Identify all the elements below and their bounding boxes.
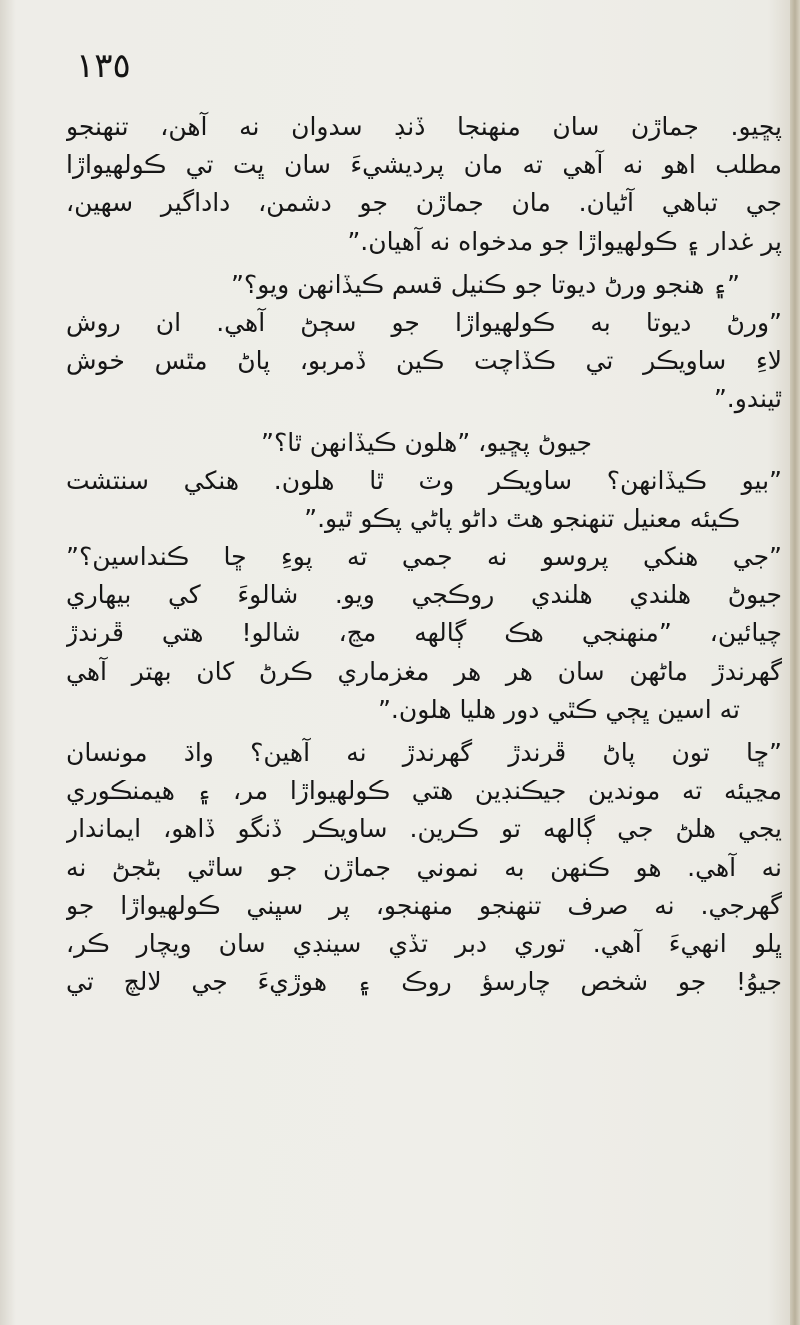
text-line: جي تباهي آڻيان. مان جماڙن جو دشمن، داداگير سهين، <box>66 188 782 218</box>
text-line: ڀلو انهيءَ آهي. توري دبر تڏي سينڊي سان ويچار ڪر، <box>66 928 782 958</box>
text-line: گهرجي. نه صرف تنهنجو منهنجو، پر سڀني ڪولهيواڙا جو <box>66 890 782 920</box>
text-line: جيوڻ هلندي هلندي روڪجي ويو. شالوءَ کي بيهاري <box>66 580 782 610</box>
page-body-text <box>66 108 782 1001</box>
text-line: پڇيو. جماڙن سان منهنجا ڏنڊ سدوان نه آهن، تنهنجو <box>66 112 782 141</box>
text-line: ”ڇا تون پاڻ ڦرندڙ گهرندڙ نه آهين؟ واڌ مونسان <box>66 738 782 767</box>
text-line: مطلب اهو نه آهي ته مان پرديشيءَ سان ڀت تي ڪولهيواڙا <box>66 150 782 180</box>
text-line: ”جي هنکي پروسو نه جمي ته پوءِ ڇا ڪنداسين؟” <box>66 542 782 572</box>
text-line: ڪيئه معنيل تنهنجو هٿ داڻو پاڻي پڪو ٿيو.” <box>304 503 740 533</box>
text-line: مڃيئه ته موندين جيڪنڊين هتي ڪولهيواڙا مر، ۽ هيمنڪوري <box>66 776 782 806</box>
text-line: جيوڻ پڇيو، ”هلون ڪيڏانهن ٿا؟” <box>261 427 592 457</box>
text-line: ته اسين ڀڄي ڪٿي دور هليا هلون.” <box>377 694 740 724</box>
page-binding-edge <box>790 0 800 1325</box>
text-line: جيوُ! جو شخص چارسؤ روڪ ۽ هوڙيءَ جي لالچ تي <box>66 967 782 997</box>
text-line: ”بيو ڪيڏانهن؟ ساويڪر وٽ ٿا هلون. هنکي سنتشت <box>66 465 782 495</box>
text-line: نه آهي. هو ڪنهن به نموني جماڙن جو ساٿي بڻجڻ نه <box>66 852 782 882</box>
text-line: پر غدار ۽ ڪولهيواڙا جو مدخواه نه آهيان.” <box>347 226 782 256</box>
text-line: يجي هلڻ جي ڳالهه تو ڪرين. ساويڪر ڏنگو ڏاهو، ايماندار <box>66 814 782 844</box>
text-line: ”ورڻ ديوتا به ڪولهيواڙا جو سڄڻ آهي. ان روش <box>66 307 782 337</box>
text-line: گهرندڙ ماڻهن سان هر هر مغزماري ڪرڻ کان بهتر آهي <box>66 656 782 686</box>
text-line: ٿيندو.” <box>713 384 782 414</box>
text-line: ”۽ هنجو ورڻ ديوتا جو ڪنيل قسم ڪيڏانهن ويو؟” <box>230 269 740 299</box>
page-number: ١٣٥ <box>76 46 131 86</box>
text-line: چيائين، ”منهنجي هڪ ڳالهه مڃ، شالو! هتي ڦرندڙ <box>66 618 782 648</box>
text-line: لاءِ ساويڪر تي ڪڏاچت ڪين ڏمربو، پاڻ مٿس خوش <box>66 346 782 376</box>
